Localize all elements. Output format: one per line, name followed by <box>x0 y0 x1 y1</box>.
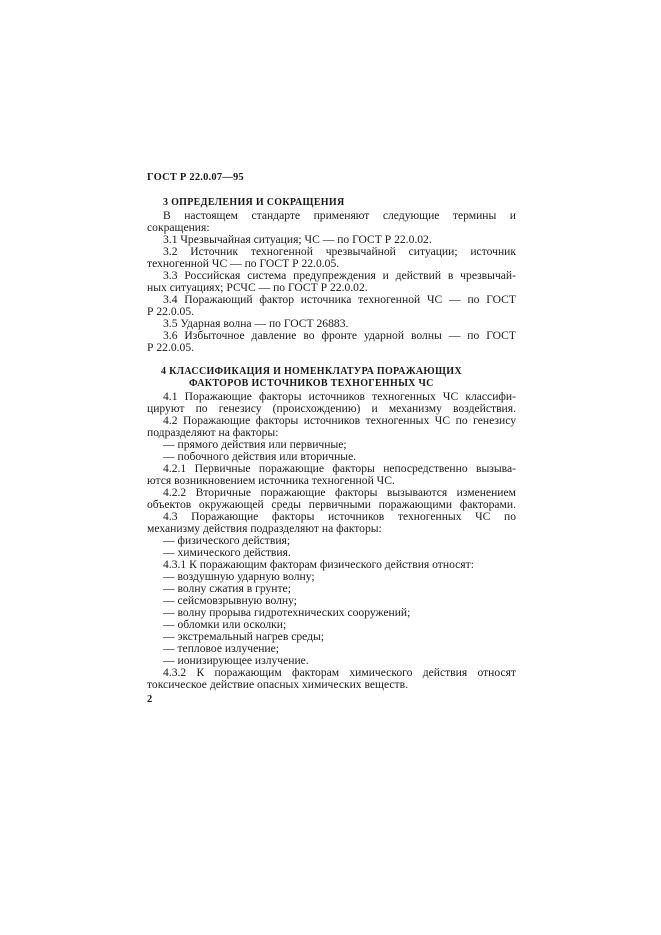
document-header: ГОСТ Р 22.0.07—95 <box>147 172 244 183</box>
text-line: 4.3.1 К поражающим факторам физического действия относят: <box>163 558 474 571</box>
text-line: 4.2 Поражающие факторы источников техногенных ЧС по генезису <box>163 414 516 427</box>
section-4-title-line: 4 КЛАССИФИКАЦИЯ И НОМЕНКЛАТУРА ПОРАЖАЮЩИХ <box>161 366 462 377</box>
section-3-title: 3 ОПРЕДЕЛЕНИЯ И СОКРАЩЕНИЯ <box>163 197 345 208</box>
text-line: 3.4 Поражающий фактор источника техногенной ЧС — по ГОСТ <box>163 293 516 306</box>
section-4-body <box>147 391 516 691</box>
text-line: цируют по генезису (происхождению) и механизму воздействия. <box>147 402 516 415</box>
text-line: 3.6 Избыточное давление во фронте ударной волны — по ГОСТ <box>163 329 516 342</box>
text-line: техногенной ЧС — по ГОСТ Р 22.0.05. <box>147 257 340 270</box>
text-line: В настоящем стандарте применяют следующие термины и <box>163 209 516 222</box>
text-line: ются возникновением источника техногенной ЧС. <box>147 474 395 487</box>
text-line: объектов окружающей среды первичными поражающими факторами. <box>147 498 516 511</box>
text-line: — побочного действия или вторичные. <box>163 450 357 463</box>
text-line: — обломки или осколки; <box>163 618 287 631</box>
text-line: 3.1 Чрезвычайная ситуация; ЧС — по ГОСТ Р 22.0.02. <box>163 233 432 246</box>
section-4-title-line: ФАКТОРОВ ИСТОЧНИКОВ ТЕХНОГЕННЫХ ЧС <box>189 378 434 389</box>
page-number: 2 <box>147 694 153 705</box>
text-line: 4.3.2 К поражающим факторам химического действия относят <box>163 666 516 679</box>
text-line: — сейсмовзрывную волну; <box>163 594 297 607</box>
text-line: 3.2 Источник техногенной чрезвычайной ситуации; источник <box>163 245 516 258</box>
text-line: ных ситуациях; РСЧС — по ГОСТ Р 22.0.02. <box>147 281 368 294</box>
text-line: Р 22.0.05. <box>147 341 195 354</box>
text-line: — экстремальный нагрев среды; <box>163 630 325 643</box>
text-line: подразделяют на факторы: <box>147 426 279 439</box>
text-line: 3.3 Российская система предупреждения и действий в чрезвычай- <box>163 269 516 282</box>
text-line: — прямого действия или первичные; <box>163 438 347 451</box>
text-line: Р 22.0.05. <box>147 305 195 318</box>
text-line: сокращения: <box>147 221 210 234</box>
text-line: — волну сжатия в грунте; <box>163 582 291 595</box>
section-3-body <box>147 210 516 354</box>
text-line: токсическое действие опасных химических веществ. <box>147 678 408 691</box>
section-4-title <box>147 366 516 390</box>
text-line: 4.3 Поражающие факторы источников техногенных ЧС по <box>163 510 516 523</box>
text-line: — тепловое излучение; <box>163 642 279 655</box>
text-line: — физического действия; <box>163 534 291 547</box>
text-line: — волну прорыва гидротехнических сооружений; <box>163 606 411 619</box>
text-line: — ионизирующее излучение. <box>163 654 309 667</box>
text-line: 3.5 Ударная волна — по ГОСТ 26883. <box>163 317 349 330</box>
text-line: — воздушную ударную волну; <box>163 570 315 583</box>
text-line: механизму действия подразделяют на факторы: <box>147 522 382 535</box>
text-line: 4.1 Поражающие факторы источников техногенных ЧС классифи- <box>163 390 516 403</box>
text-line: 4.2.2 Вторичные поражающие факторы вызываются изменением <box>163 486 516 499</box>
text-line: — химического действия. <box>163 546 291 559</box>
text-line: 4.2.1 Первичные поражающие факторы непосредственно вызыва- <box>163 462 516 475</box>
